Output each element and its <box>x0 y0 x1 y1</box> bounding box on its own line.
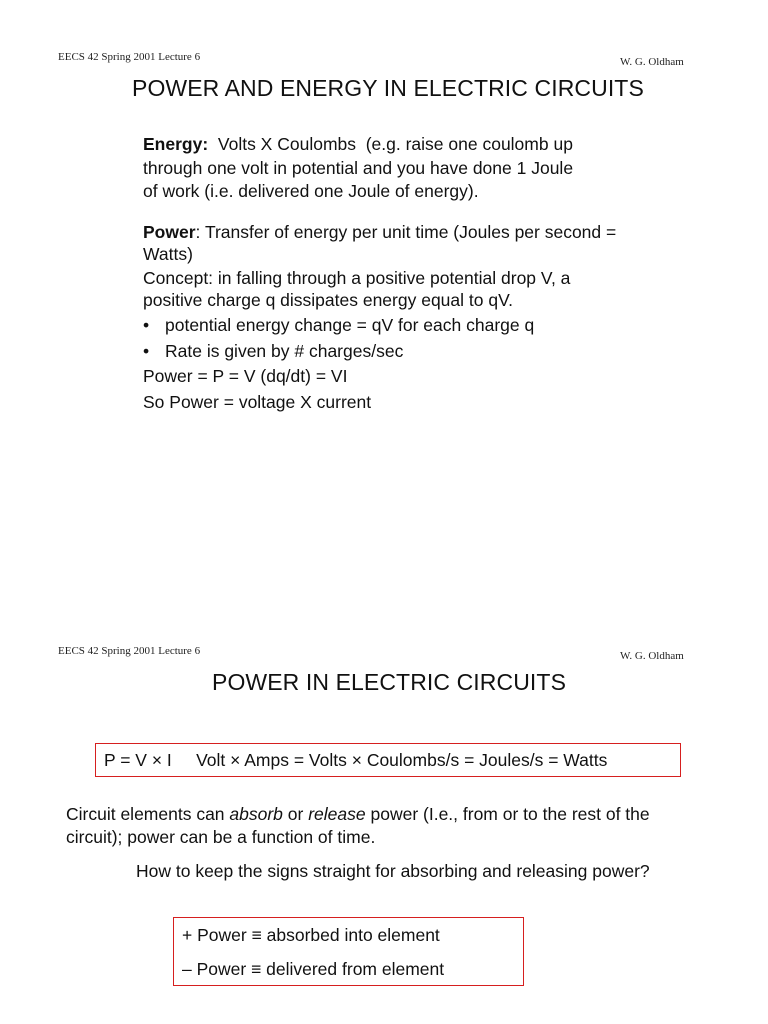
bullet-text: potential energy change = qV for each charge q <box>165 315 535 335</box>
concept-line-2: positive charge q dissipates energy equal to qV. <box>143 290 514 310</box>
bullet-item-1 <box>143 314 534 337</box>
positive-power-line: + Power ≡ absorbed into element <box>182 925 440 945</box>
absorb-word: absorb <box>229 804 283 824</box>
energy-line-2: through one volt in potential and you have done 1 Joule <box>143 158 574 178</box>
sign-question: How to keep the signs straight for absorbing and releasing power? <box>136 861 650 881</box>
bullet-item-2 <box>143 340 403 363</box>
energy-line-3: of work (i.e. delivered one Joule of energy). <box>143 181 479 201</box>
power-line-1 <box>143 221 616 244</box>
so-power-line: So Power = voltage X current <box>143 392 372 412</box>
power-text: : Transfer of energy per unit time (Joules per second = <box>195 222 617 242</box>
energy-label: Energy: <box>143 134 209 154</box>
absorb-release-line-1 <box>66 803 650 826</box>
release-word: release <box>308 804 366 824</box>
power-line-2: Watts) <box>143 244 193 264</box>
energy-line-1 <box>143 133 573 156</box>
slide2-title: POWER IN ELECTRIC CIRCUITS <box>212 669 567 695</box>
para-text-1: Circuit elements can <box>66 804 230 824</box>
power-formula: Power = P = V (dq/dt) = VI <box>143 366 348 386</box>
energy-text: Volts X Coulombs (e.g. raise one coulomb up <box>208 134 573 154</box>
slide1-header-right: W. G. Oldham <box>620 56 684 68</box>
para-text-3: power (I.e., from or to the rest of the <box>365 804 650 824</box>
boxed-formula: P = V × I Volt × Amps = Volts × Coulombs/s = Joules/s = Watts <box>104 750 608 770</box>
bullet-text: Rate is given by # charges/sec <box>165 341 404 361</box>
slide1-header-left: EECS 42 Spring 2001 Lecture 6 <box>58 51 201 63</box>
negative-power-line: – Power ≡ delivered from element <box>182 959 445 979</box>
para-text-2: or <box>282 804 309 824</box>
concept-line-1: Concept: in falling through a positive potential drop V, a <box>143 268 571 288</box>
slide2-header-right: W. G. Oldham <box>620 650 684 662</box>
bullet-icon: • <box>143 315 150 335</box>
power-label: Power <box>143 222 196 242</box>
slide1-title: POWER AND ENERGY IN ELECTRIC CIRCUITS <box>132 75 644 101</box>
bullet-icon: • <box>143 341 150 361</box>
slide2-header-left: EECS 42 Spring 2001 Lecture 6 <box>58 645 201 657</box>
absorb-release-line-2: circuit); power can be a function of time. <box>66 827 376 847</box>
